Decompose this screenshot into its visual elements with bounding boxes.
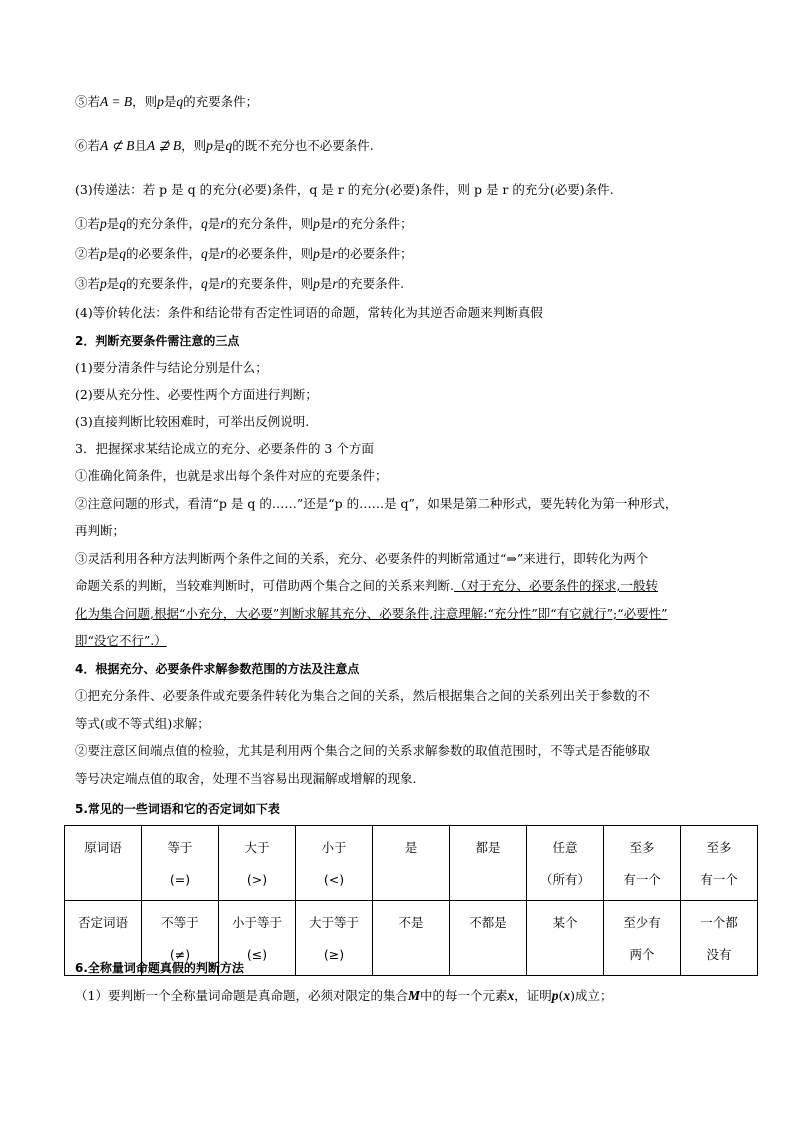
cell-text: 至多 (629, 840, 655, 855)
cell-text: 任意 (552, 840, 578, 855)
text-line: (2)要从充分性、必要性两个方面进行判断； (75, 387, 318, 402)
table-cell (604, 826, 681, 901)
table-row (65, 826, 758, 901)
cell-text: 等于 (167, 840, 193, 855)
cell-text: 大于 (244, 840, 270, 855)
cell-text: 不都是 (469, 915, 507, 930)
text-run: )成立； (570, 988, 613, 1003)
text-run: 的充要条件； (183, 94, 259, 109)
text-run: 是 (207, 216, 221, 231)
table-cell (450, 826, 527, 901)
math-term: M (407, 988, 420, 1003)
text-run: 的充要条件， (126, 276, 202, 291)
text-run: ③若 (75, 276, 101, 291)
cell-text: (≥) (323, 947, 345, 962)
table-cell (296, 826, 373, 901)
text-line: 等号决定端点值的取舍，处理不当容易出现漏解或增解的现象. (75, 771, 417, 786)
math-term: p (100, 216, 107, 231)
text-run: ⑤若 (75, 94, 101, 109)
math-term: p (551, 988, 559, 1003)
text-line: ①把充分条件、必要条件或充要条件转化为集合之间的关系，然后根据集合之间的关系列出关于参数的不 (75, 688, 651, 703)
cell-text: 两个 (629, 947, 655, 962)
cell-text: (>) (246, 872, 268, 887)
cell-text: 原词语 (84, 840, 122, 855)
text-line-transitive-necessary (75, 244, 734, 264)
text-line-transitive-sufficient (75, 214, 734, 234)
text-run: 命题关系的判断，当较难判断时，可借助两个集合之间的关系来判断. (75, 578, 454, 593)
math-term: A ⊉ B (146, 138, 182, 153)
cell-text: 大于等于 (308, 915, 359, 930)
text-line: ②注意问题的形式，看清“p 是 q 的……”还是“p 的……是 q”，如果是第二种形式，要先转化为第一种形式， (75, 496, 678, 511)
text-run: 是 (207, 276, 221, 291)
text-run: 是 (319, 216, 333, 231)
text-line: 等式(或不等式组)求解； (75, 716, 210, 731)
math-term: x (563, 988, 571, 1003)
cell-text: 至少有 (623, 915, 661, 930)
math-term: A = B (100, 94, 133, 109)
text-run: 的充分条件， (126, 216, 202, 231)
table-cell (142, 826, 219, 901)
negation-table (64, 825, 758, 976)
section-heading-2: 2．判断充要条件需注意的三点 (75, 334, 240, 348)
text-run: ，则 (181, 138, 207, 153)
text-line: 再判断； (75, 523, 126, 538)
text-run: 且 (134, 138, 147, 153)
text-line-equivalent-transform: (4)等价转化法：条件和结论带有否定性词语的命题，常转化为其逆否命题来判断真假 (75, 305, 543, 320)
math-term: p (313, 276, 320, 291)
underlined-note: 即“没它不行”.） (75, 633, 167, 648)
math-term: p (100, 276, 107, 291)
text-run: ⑥若 (75, 138, 101, 153)
text-line-transitive-method: (3)传递法：若 p 是 q 的充分(必要)条件，q 是 r 的充分(必要)条件，则 p 是 r 的充分(必要)条件. (75, 182, 614, 197)
text-line: (3)直接判断比较困难时，可举出反例说明. (75, 414, 310, 429)
text-run: 的充要条件，则 (225, 276, 314, 291)
math-term: q (176, 94, 184, 109)
section-heading-5: 5.常见的一些词语和它的否定词如下表 (75, 802, 280, 816)
text-run: 的充分条件，则 (225, 216, 314, 231)
table-cell (527, 826, 604, 901)
text-run: 的既不充分也不必要条件. (232, 138, 374, 153)
cell-text: 有一个 (623, 872, 661, 887)
math-term: r (332, 246, 338, 261)
math-term: p (313, 246, 320, 261)
cell-text: (=) (169, 872, 191, 887)
math-term: r (220, 276, 226, 291)
text-run: 中的每一个元素 (419, 988, 508, 1003)
math-term: p (206, 138, 213, 153)
text-run: 是 (106, 216, 120, 231)
cell-text: 小于等于 (231, 915, 282, 930)
text-run: 是 (207, 246, 221, 261)
cell-text: 是 (404, 840, 418, 855)
text-line-neither (75, 136, 734, 156)
text-run: ，证明 (514, 988, 552, 1003)
table-cell (219, 826, 296, 901)
text-run: 的充分条件； (337, 216, 413, 231)
cell-text: (<) (323, 872, 345, 887)
text-line: ②要注意区间端点值的检验，尤其是利用两个集合之间的关系求解参数的取值范围时，不等式是否能够取 (75, 743, 651, 758)
math-term: q (119, 246, 127, 261)
math-term: r (332, 216, 338, 231)
cell-text: 一个都 (700, 915, 738, 930)
text-run: ②若 (75, 246, 101, 261)
text-run: 是 (163, 94, 177, 109)
section-heading-3: 3．把握探求某结论成立的充分、必要条件的 3 个方面 (75, 441, 374, 456)
math-term: q (225, 138, 233, 153)
text-run: 是 (106, 246, 120, 261)
cell-text: 不是 (398, 915, 424, 930)
cell-text: 不等于 (161, 915, 199, 930)
math-term: p (157, 94, 164, 109)
section-heading-6: 6.全称量词命题真假的判断方法 (75, 961, 244, 975)
cell-text: 都是 (475, 840, 501, 855)
underlined-note: 化为集合问题,根据“小充分，大必要”判断求解其充分、必要条件,注意理解:“充分性”即“有它就行”;“必要性” (75, 606, 668, 621)
math-term: q (201, 276, 208, 291)
table-cell (681, 826, 758, 901)
text-run: ，则 (132, 94, 158, 109)
text-run: ①若 (75, 216, 101, 231)
table-cell (65, 826, 142, 901)
underlined-note: （对于充分、必要条件的探求,一般转 (453, 578, 658, 593)
text-line-equivalence (75, 92, 734, 112)
text-run: 的必要条件； (337, 246, 413, 261)
text-line: ①准确化简条件，也就是求出每个条件对应的充要条件； (75, 468, 388, 483)
math-term: q (119, 216, 127, 231)
cell-text: (≤) (246, 947, 268, 962)
cell-text: 小于 (321, 840, 347, 855)
math-term: r (220, 246, 226, 261)
text-run: 的必要条件，则 (225, 246, 314, 261)
cell-text: 某个 (552, 915, 578, 930)
text-run: 是 (319, 246, 333, 261)
text-line: ③灵活利用各种方法判断两个条件之间的关系，充分、必要条件的判断常通过“⇒”来进行，即转化为两个 (75, 551, 649, 566)
cell-text: (≠) (169, 947, 191, 962)
cell-text: 没有 (706, 947, 732, 962)
text-run: 的充要条件. (337, 276, 405, 291)
text-run: 是 (212, 138, 226, 153)
text-line-universal (75, 986, 734, 1006)
math-term: q (201, 246, 208, 261)
cell-text: 否定词语 (77, 915, 128, 930)
math-term: p (313, 216, 320, 231)
math-term: r (332, 276, 338, 291)
text-run: 是 (319, 276, 333, 291)
table-cell (373, 826, 450, 901)
math-term: r (220, 216, 226, 231)
text-line-mixed (75, 576, 734, 596)
cell-text: （所有） (539, 872, 590, 887)
cell-text: 至多 (706, 840, 732, 855)
section-heading-4: 4．根据充分、必要条件求解参数范围的方法及注意点 (75, 662, 360, 676)
text-line: (1)要分清条件与结论分别是什么； (75, 360, 268, 375)
text-line-transitive-iff (75, 274, 734, 294)
math-term: A ⊄ B (100, 138, 135, 153)
math-term: x (507, 988, 515, 1003)
text-run: （1）要判断一个全称量词命题是真命题，必须对限定的集合 (75, 988, 408, 1003)
text-run: ( (558, 988, 564, 1003)
text-run: 是 (106, 276, 120, 291)
math-term: q (201, 216, 208, 231)
text-run: 的必要条件， (126, 246, 202, 261)
math-term: q (119, 276, 127, 291)
math-term: p (100, 246, 107, 261)
cell-text: 有一个 (700, 872, 738, 887)
